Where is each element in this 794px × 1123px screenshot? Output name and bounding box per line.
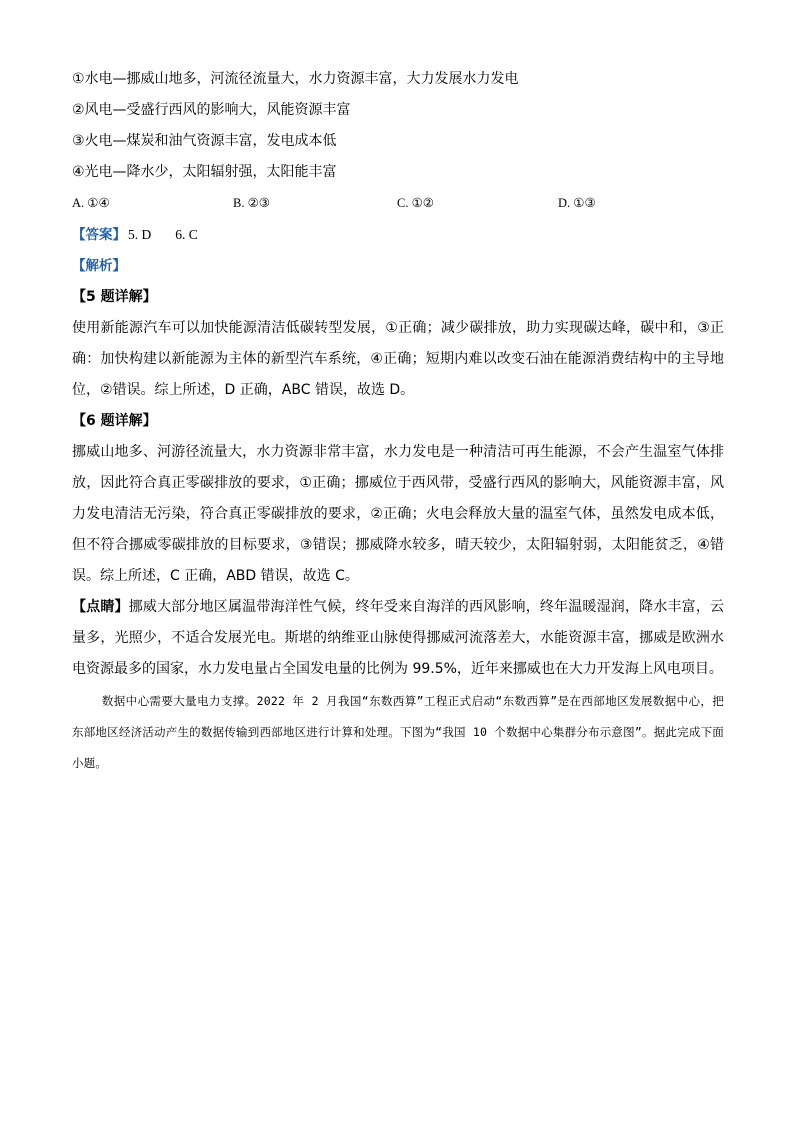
answer-6: 6. C [175, 227, 198, 242]
q6-heading: 【6 题详解】 [72, 413, 157, 429]
q5-explanation: 使用新能源汽车可以加快能源清洁低碳转型发展，①正确；减少碳排放，助力实现碳达峰，碳中和，③正确：加快构建以新能源为主体的新型汽车系统，④正确；短期内难以改变石油在能源消费结构中的主导地位，②错误。综上所述，D 正确，ABC 错误，故选 D。 [72, 320, 724, 398]
option-a: A. ①④ [72, 196, 110, 210]
q5-heading: 【5 题详解】 [72, 289, 157, 305]
tip-text: 挪威大部分地区属温带海洋性气候，终年受来自海洋的西风影响，终年温暖湿润，降水丰富，云量多，光照少，不适合发展光电。斯堪的纳维亚山脉使得挪威河流落差大，水能资源丰富，挪威是欧洲水电资源最多的国家，水力发电量占全国发电量的比例为 99.5%，近年来挪威也在大力开发海上风电项目。 [72, 599, 725, 677]
tip-tag: 【点睛】 [72, 599, 129, 615]
option-c: C. ①② [397, 196, 434, 210]
choice-4: ④光电—降水少，太阳辐射强，太阳能丰富 [72, 164, 337, 180]
choice-1: ①水电—挪威山地多，河流径流量大，水力资源丰富，大力发展水力发电 [72, 71, 519, 87]
q6-explanation: 挪威山地多、河游径流量大，水力资源非常丰富，水力发电是一种清洁可再生能源，不会产生温室气体排放，因此符合真正零碳排放的要求，①正确；挪威位于西风带，受盛行西风的影响大，风能资源丰富，风力发电清洁无污染，符合真正零碳排放的要求，②正确；火电会释放大量的温室气体，虽然发电成本低，但不符合挪威零碳排放的目标要求，③错误；挪威降水较多，晴天较少，太阳辐射弱，太阳能贫乏，④错误。综上所述，C 正确，ABD 错误，故选 C。 [72, 444, 724, 584]
choice-3: ③火电—煤炭和油气资源丰富，发电成本低 [72, 133, 337, 149]
option-b: B. ②③ [233, 196, 270, 210]
answer-5: 5. D [128, 227, 152, 242]
answer-row [72, 219, 724, 251]
answer-options [72, 188, 724, 219]
material-paragraph: 数据中心需要大量电力支撑。2022 年 2 月我国“东数西算”工程正式启动“东数西算”是在西部地区发展数据中心，把东部地区经济活动产生的数据传输到西部地区进行计算和处理。下图为“我国 10 个数据中心集群分布示意图”。据此完成下面小题。 [72, 694, 724, 770]
choice-2: ②风电—受盛行西风的影响大，风能资源丰富 [72, 102, 351, 118]
tip-paragraph [72, 592, 724, 685]
analysis-row [72, 251, 724, 282]
document-page [72, 64, 724, 779]
option-d: D. ①③ [558, 196, 596, 210]
answer-tag: 【答案】 [72, 227, 126, 243]
analysis-tag: 【解析】 [72, 258, 126, 274]
